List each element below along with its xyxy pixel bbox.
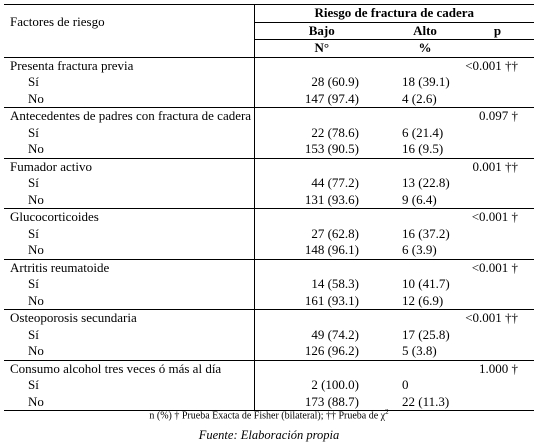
table-row xyxy=(4,192,534,209)
alto-value: 4 (2.6) xyxy=(402,90,437,106)
alto-value: 16 (9.5) xyxy=(402,141,444,157)
risk-factors-table xyxy=(4,4,534,411)
table-body xyxy=(4,57,534,411)
alto-value: 9 (6.4) xyxy=(402,191,437,207)
footnote-superscript: 2 xyxy=(385,408,389,416)
factor-row xyxy=(4,158,534,175)
row-label: Sí xyxy=(28,326,39,342)
p-value: 0.001 †† xyxy=(461,158,534,175)
factor-name: Fumador activo xyxy=(4,158,254,175)
bajo-header: Bajo xyxy=(254,22,389,40)
bajo-value: 153 (90.5) xyxy=(254,141,389,158)
alto-value: 0 xyxy=(402,377,409,393)
alto-value: 10 (41.7) xyxy=(402,276,450,292)
table-header xyxy=(4,5,534,58)
bajo-value: 148 (96.1) xyxy=(254,242,389,259)
bajo-value: 126 (96.2) xyxy=(254,343,389,360)
factor-row xyxy=(4,57,534,74)
table-row xyxy=(4,141,534,158)
table-row xyxy=(4,276,534,293)
row-label: Sí xyxy=(28,276,39,292)
row-label: No xyxy=(28,90,44,106)
row-label: No xyxy=(28,393,44,409)
row-label: No xyxy=(28,292,44,308)
row-label: No xyxy=(28,343,44,359)
alto-header: Alto xyxy=(389,22,461,40)
table-row xyxy=(4,74,534,91)
p-value: <0.001 † xyxy=(461,259,534,276)
row-label: Sí xyxy=(28,377,39,393)
pct-subheader: % xyxy=(418,40,432,56)
factor-row xyxy=(4,209,534,226)
factor-name: Antecedentes de padres con fractura de cadera xyxy=(4,108,254,125)
bajo-value: 28 (60.9) xyxy=(254,74,389,91)
alto-value: 6 (21.4) xyxy=(402,124,444,140)
alto-value: 22 (11.3) xyxy=(402,393,450,409)
bajo-value: 131 (93.6) xyxy=(254,192,389,209)
alto-value: 17 (25.8) xyxy=(402,326,450,342)
factor-name: Consumo alcohol tres veces ó más al día xyxy=(4,360,254,377)
bajo-value: 147 (97.4) xyxy=(254,91,389,108)
table-row xyxy=(4,377,534,394)
row-label: Sí xyxy=(28,225,39,241)
factor-row xyxy=(4,108,534,125)
row-label: No xyxy=(28,242,44,258)
bajo-value: 2 (100.0) xyxy=(254,377,389,394)
alto-value: 5 (3.8) xyxy=(402,343,437,359)
table-row xyxy=(4,125,534,142)
p-value: 0.097 † xyxy=(461,108,534,125)
bajo-value: 173 (88.7) xyxy=(254,394,389,411)
p-header: p xyxy=(461,22,534,40)
bajo-value: 27 (62.8) xyxy=(254,226,389,243)
row-label: No xyxy=(28,191,44,207)
bajo-value: 22 (78.6) xyxy=(254,125,389,142)
factor-name: Presenta fractura previa xyxy=(10,57,134,73)
p-value: 1.000 † xyxy=(461,360,534,377)
bajo-value: 14 (58.3) xyxy=(254,276,389,293)
factor-row xyxy=(4,310,534,327)
alto-value: 16 (37.2) xyxy=(402,225,450,241)
alto-value: 18 (39.1) xyxy=(402,74,450,90)
table-row xyxy=(4,343,534,360)
bajo-value: 44 (77.2) xyxy=(254,175,389,192)
row-label: Sí xyxy=(28,124,39,140)
footnote-text: n (%) † Prueba Exacta de Fisher (bilateral); †† Prueba de χ xyxy=(149,410,386,422)
factor-name: Artritis reumatoide xyxy=(4,259,254,276)
alto-value: 6 (3.9) xyxy=(402,242,437,258)
factor-row xyxy=(4,360,534,377)
table-row xyxy=(4,242,534,259)
factor-row xyxy=(4,259,534,276)
table-footnote xyxy=(0,408,538,421)
factor-column-header: Factores de riesgo xyxy=(10,14,105,30)
alto-value: 12 (6.9) xyxy=(402,292,444,308)
group-header: Riesgo de fractura de cadera xyxy=(254,5,534,23)
table-row xyxy=(4,91,534,108)
n-subheader: N° xyxy=(254,40,389,58)
factor-name: Glucocorticoides xyxy=(4,209,254,226)
p-value: <0.001 †† xyxy=(465,57,519,73)
alto-value: 13 (22.8) xyxy=(402,175,450,191)
bajo-value: 49 (74.2) xyxy=(254,327,389,344)
table-row xyxy=(4,226,534,243)
row-label: Sí xyxy=(28,74,39,90)
factor-name: Osteoporosis secundaria xyxy=(4,310,254,327)
source-caption: Fuente: Elaboración propia xyxy=(198,428,340,442)
p-value: <0.001 † xyxy=(461,209,534,226)
row-label: No xyxy=(28,141,44,157)
bajo-value: 161 (93.1) xyxy=(254,293,389,310)
p-value: <0.001 †† xyxy=(461,310,534,327)
row-label: Sí xyxy=(28,175,39,191)
table-row xyxy=(4,175,534,192)
table-row xyxy=(4,293,534,310)
table-row xyxy=(4,327,534,344)
